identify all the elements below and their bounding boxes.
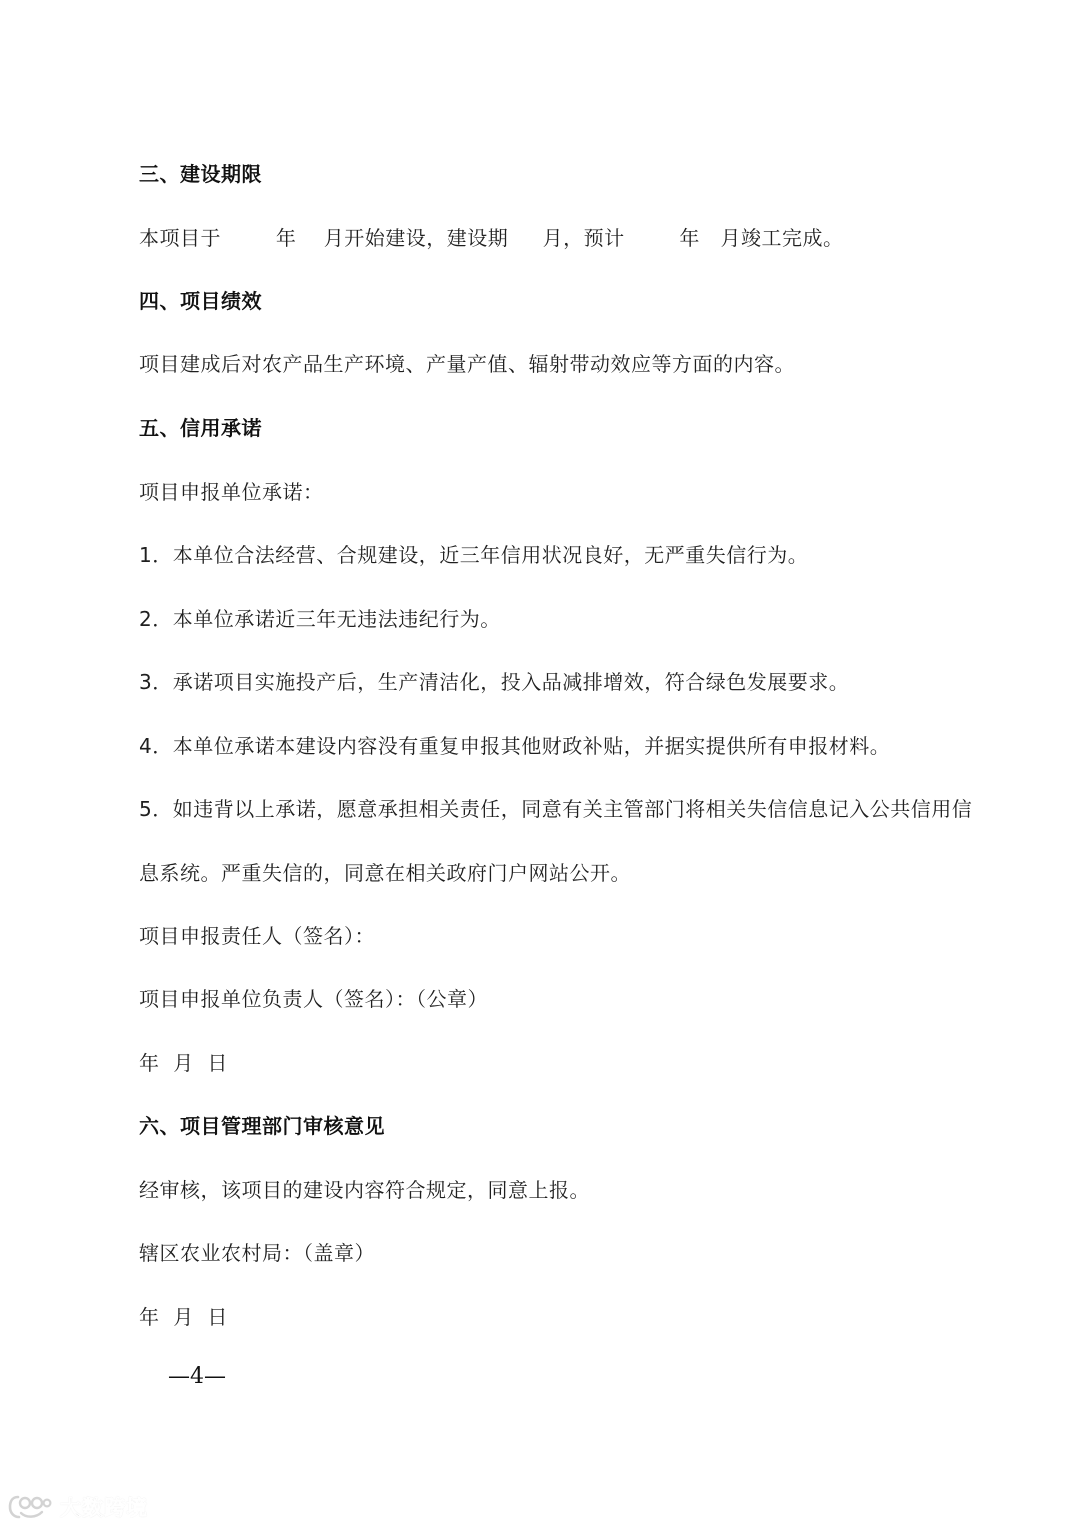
commitment-item-1: 1．本单位合法经营、合规建设，近三年信用状况良好，无严重失信行为。 [139, 543, 809, 567]
section-3-heading: 三、建设期限 [139, 162, 262, 186]
commitment-item-3: 3．承诺项目实施投产后，生产清洁化，投入品减排增效，符合绿色发展要求。 [139, 670, 850, 694]
unit-head-signature-label: 项目申报单位负责人（签名）：（公章） [139, 987, 488, 1011]
section-4-heading: 四、项目绩效 [139, 289, 262, 313]
applicant-signature-label: 项目申报责任人（签名）： [139, 924, 375, 948]
section-5-intro: 项目申报单位承诺： [139, 480, 324, 504]
commitment-item-2: 2．本单位承诺近三年无违法违纪行为。 [139, 607, 501, 631]
section-6-heading: 六、项目管理部门审核意见 [139, 1114, 385, 1138]
page-number: —4— [168, 1364, 226, 1389]
section-5-date: 年 月 日 [139, 1051, 228, 1075]
section-6-date: 年 月 日 [139, 1305, 228, 1329]
bureau-seal-label: 辖区农业农村局：（盖章） [139, 1241, 375, 1265]
commitment-item-5-line-1: 5．如违背以上承诺，愿意承担相关责任，同意有关主管部门将相关失信信息记入公共信用信 [139, 797, 973, 821]
section-3-body: 本项目于 年 月开始建设，建设期 月，预计 年 月竣工完成。 [139, 226, 844, 250]
commitment-item-4: 4．本单位承诺本建设内容没有重复申报其他财政补贴，并据实提供所有申报材料。 [139, 734, 891, 758]
watermark-text: 大数跨境 [60, 1496, 148, 1520]
section-6-body: 经审核，该项目的建设内容符合规定，同意上报。 [139, 1178, 590, 1202]
brand-logo-icon [8, 1494, 52, 1520]
watermark [8, 1492, 148, 1522]
commitment-item-5-line-2: 息系统。严重失信的，同意在相关政府门户网站公开。 [139, 861, 631, 885]
section-5-heading: 五、信用承诺 [139, 416, 262, 440]
section-4-body: 项目建成后对农产品生产环境、产量产值、辐射带动效应等方面的内容。 [139, 352, 795, 376]
